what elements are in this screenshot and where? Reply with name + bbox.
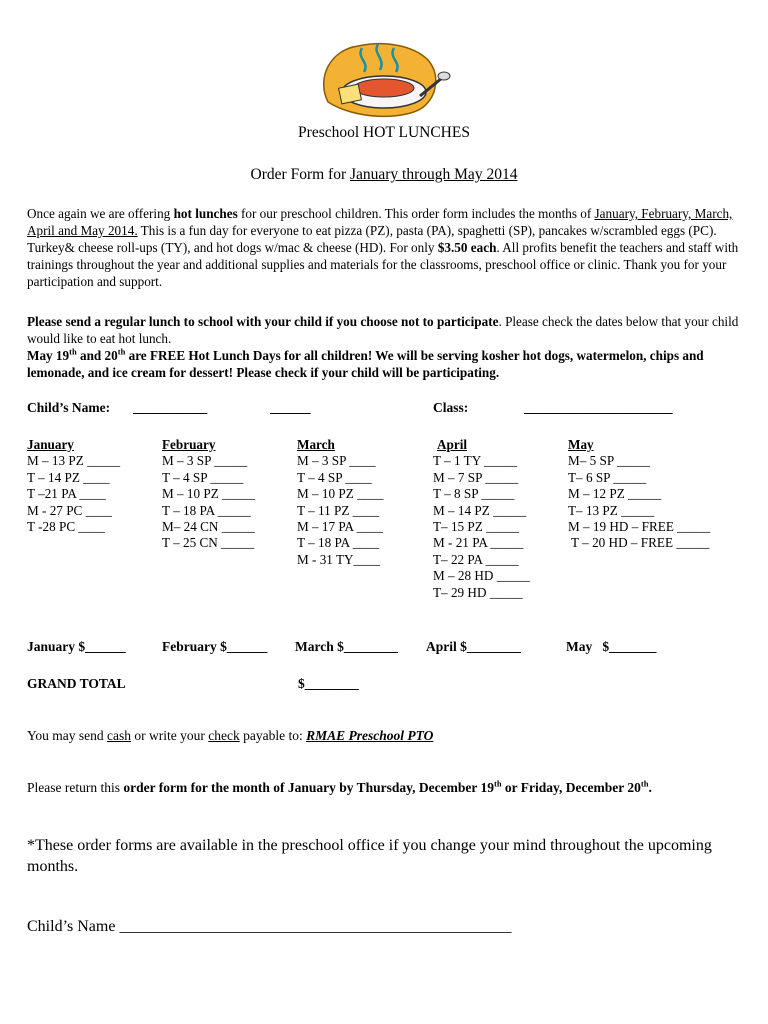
- march-column: [297, 437, 383, 568]
- free-days-text-1: May 19: [27, 348, 70, 363]
- january-item[interactable]: T –21 PA ____: [27, 486, 106, 502]
- return-text-3: or Friday, December 20: [501, 780, 641, 795]
- notice-text-1: Please send a regular lunch to school with your child if you choose not to participate: [27, 314, 499, 329]
- return-sup-1: th: [493, 778, 502, 789]
- payment-line: [27, 728, 433, 744]
- april-total[interactable]: April $________: [426, 639, 521, 654]
- intro-months: January, February, March, April and May 2014.: [27, 206, 733, 238]
- class-label: Class:: [433, 400, 469, 415]
- april-item[interactable]: M – 14 PZ _____: [433, 502, 527, 518]
- intro-price: $3.50 each: [437, 240, 497, 255]
- february-column: [162, 437, 255, 552]
- february-heading: February: [162, 437, 216, 452]
- payment-text-1: You may send: [27, 728, 108, 743]
- intro-text-7: . All profits benefit the teachers and staff with trainings throughout the year and additional supplies and materials for the classrooms, preschool office or clinic. Thank you for your participation and support.: [27, 240, 739, 289]
- may-item[interactable]: M– 5 SP _____: [568, 453, 650, 469]
- april-item[interactable]: T – 1 TY _____: [433, 453, 518, 469]
- class-blank[interactable]: ______________________: [524, 400, 673, 415]
- march-item[interactable]: M – 10 PZ ____: [297, 486, 384, 502]
- april-column: [433, 437, 530, 601]
- footer-childs-name-label: Child’s Name: [27, 918, 120, 935]
- order-form-subtitle: [0, 166, 768, 184]
- availability-note: *These order forms are available in the preschool office if you change your mind throughout the upcoming months.: [27, 837, 712, 875]
- hot-soup-logo: [316, 38, 456, 122]
- january-item[interactable]: M - 27 PC ____: [27, 502, 112, 518]
- page-title: Preschool HOT LUNCHES: [298, 124, 470, 141]
- may-item[interactable]: M – 19 HD – FREE _____: [568, 519, 711, 535]
- payment-check: check: [208, 728, 240, 743]
- subtitle-date-range: January through May 2014: [349, 166, 518, 183]
- march-item[interactable]: T – 4 SP ____: [297, 469, 372, 485]
- return-text-4: .: [648, 780, 652, 795]
- april-item[interactable]: T– 29 HD _____: [433, 584, 523, 600]
- intro-hot-lunches: hot lunches: [173, 206, 238, 221]
- may-item[interactable]: T – 20 HD – FREE _____: [568, 535, 710, 551]
- january-heading: January: [27, 437, 74, 452]
- march-item[interactable]: M - 31 TY____: [297, 551, 380, 567]
- may-item[interactable]: T– 13 PZ _____: [568, 502, 655, 518]
- intro-text-3: for our preschool children. This order form includes the months of: [237, 206, 595, 221]
- february-total[interactable]: February $______: [162, 639, 268, 654]
- footer-childs-name: [27, 918, 511, 936]
- february-item[interactable]: M – 3 SP _____: [162, 453, 248, 469]
- may-item[interactable]: T– 6 SP _____: [568, 469, 647, 485]
- february-item[interactable]: T – 4 SP _____: [162, 469, 244, 485]
- intro-text-1: Once again we are offering: [27, 206, 174, 221]
- payment-text-3: payable to:: [239, 728, 307, 743]
- may-total[interactable]: May $_______: [566, 639, 657, 654]
- february-item[interactable]: T – 18 PA _____: [162, 502, 251, 518]
- may-heading: May: [568, 437, 594, 452]
- january-total[interactable]: January $______: [27, 639, 126, 654]
- may-item[interactable]: M – 12 PZ _____: [568, 486, 662, 502]
- february-item[interactable]: M– 24 CN _____: [162, 519, 255, 535]
- april-item[interactable]: T– 15 PZ _____: [433, 519, 520, 535]
- april-item[interactable]: M – 7 SP _____: [433, 469, 519, 485]
- february-item[interactable]: T – 25 CN _____: [162, 535, 255, 551]
- grand-total-blank[interactable]: $________: [298, 676, 359, 691]
- free-days-sup-2: th: [117, 346, 126, 357]
- childs-name-blank-1[interactable]: ___________: [133, 400, 208, 415]
- subtitle-prefix: Order Form for: [250, 166, 350, 183]
- intro-paragraph: [27, 205, 743, 290]
- intro-text-5: This is a fun day for everyone to eat pizza (PZ), pasta (PA), spaghetti (SP), pancakes w/scrambled eggs (PC). Turkey& cheese roll-ups (TY), and hot dogs w/mac & cheese (HD). For only: [27, 223, 717, 255]
- childs-name-blank-2[interactable]: ______: [270, 400, 311, 415]
- april-heading: April: [437, 437, 468, 452]
- april-item[interactable]: M - 21 PA _____: [433, 535, 524, 551]
- january-item[interactable]: T – 14 PZ ____: [27, 469, 110, 485]
- payment-text-2: or write your: [131, 728, 209, 743]
- notice-text-2: . Please check the dates below that your child would like to eat hot lunch.: [27, 314, 739, 346]
- free-days-paragraph: [27, 347, 743, 381]
- notice-paragraph: [27, 313, 743, 347]
- payment-cash: cash: [107, 728, 132, 743]
- footer-childs-name-blank[interactable]: _________________________________________________: [119, 918, 512, 935]
- childs-name-label: Child’s Name:: [27, 400, 111, 415]
- april-item[interactable]: T– 22 PA _____: [433, 551, 519, 567]
- return-line: [27, 780, 652, 796]
- march-item[interactable]: M – 17 PA ____: [297, 519, 383, 535]
- return-text-1: Please return this: [27, 780, 124, 795]
- april-item[interactable]: T – 8 SP _____: [433, 486, 515, 502]
- march-item[interactable]: T – 18 PA ____: [297, 535, 380, 551]
- april-item[interactable]: M – 28 HD _____: [433, 568, 530, 584]
- january-item[interactable]: T -28 PC ____: [27, 519, 105, 535]
- march-total[interactable]: March $________: [295, 639, 398, 654]
- march-heading: March: [297, 437, 335, 452]
- return-text-2: order form for the month of January by Thursday, December 19: [123, 780, 494, 795]
- february-item[interactable]: M – 10 PZ _____: [162, 486, 256, 502]
- grand-total-label: GRAND TOTAL: [27, 676, 126, 691]
- free-days-text-2: and 20: [76, 348, 118, 363]
- january-column: [27, 437, 120, 535]
- january-item[interactable]: M – 13 PZ _____: [27, 453, 121, 469]
- march-item[interactable]: M – 3 SP ____: [297, 453, 376, 469]
- return-sup-2: th: [640, 778, 649, 789]
- free-days-text-3: are FREE Hot Lunch Days for all children! We will be serving kosher hot dogs, watermelon, chips and lemonade, and ice cream for dessert! Please check if your child will be participating.: [27, 348, 704, 380]
- payment-payee: RMAE Preschool PTO: [306, 728, 434, 743]
- may-column: [568, 437, 710, 552]
- march-item[interactable]: T – 11 PZ ____: [297, 502, 380, 518]
- free-days-sup-1: th: [69, 346, 77, 357]
